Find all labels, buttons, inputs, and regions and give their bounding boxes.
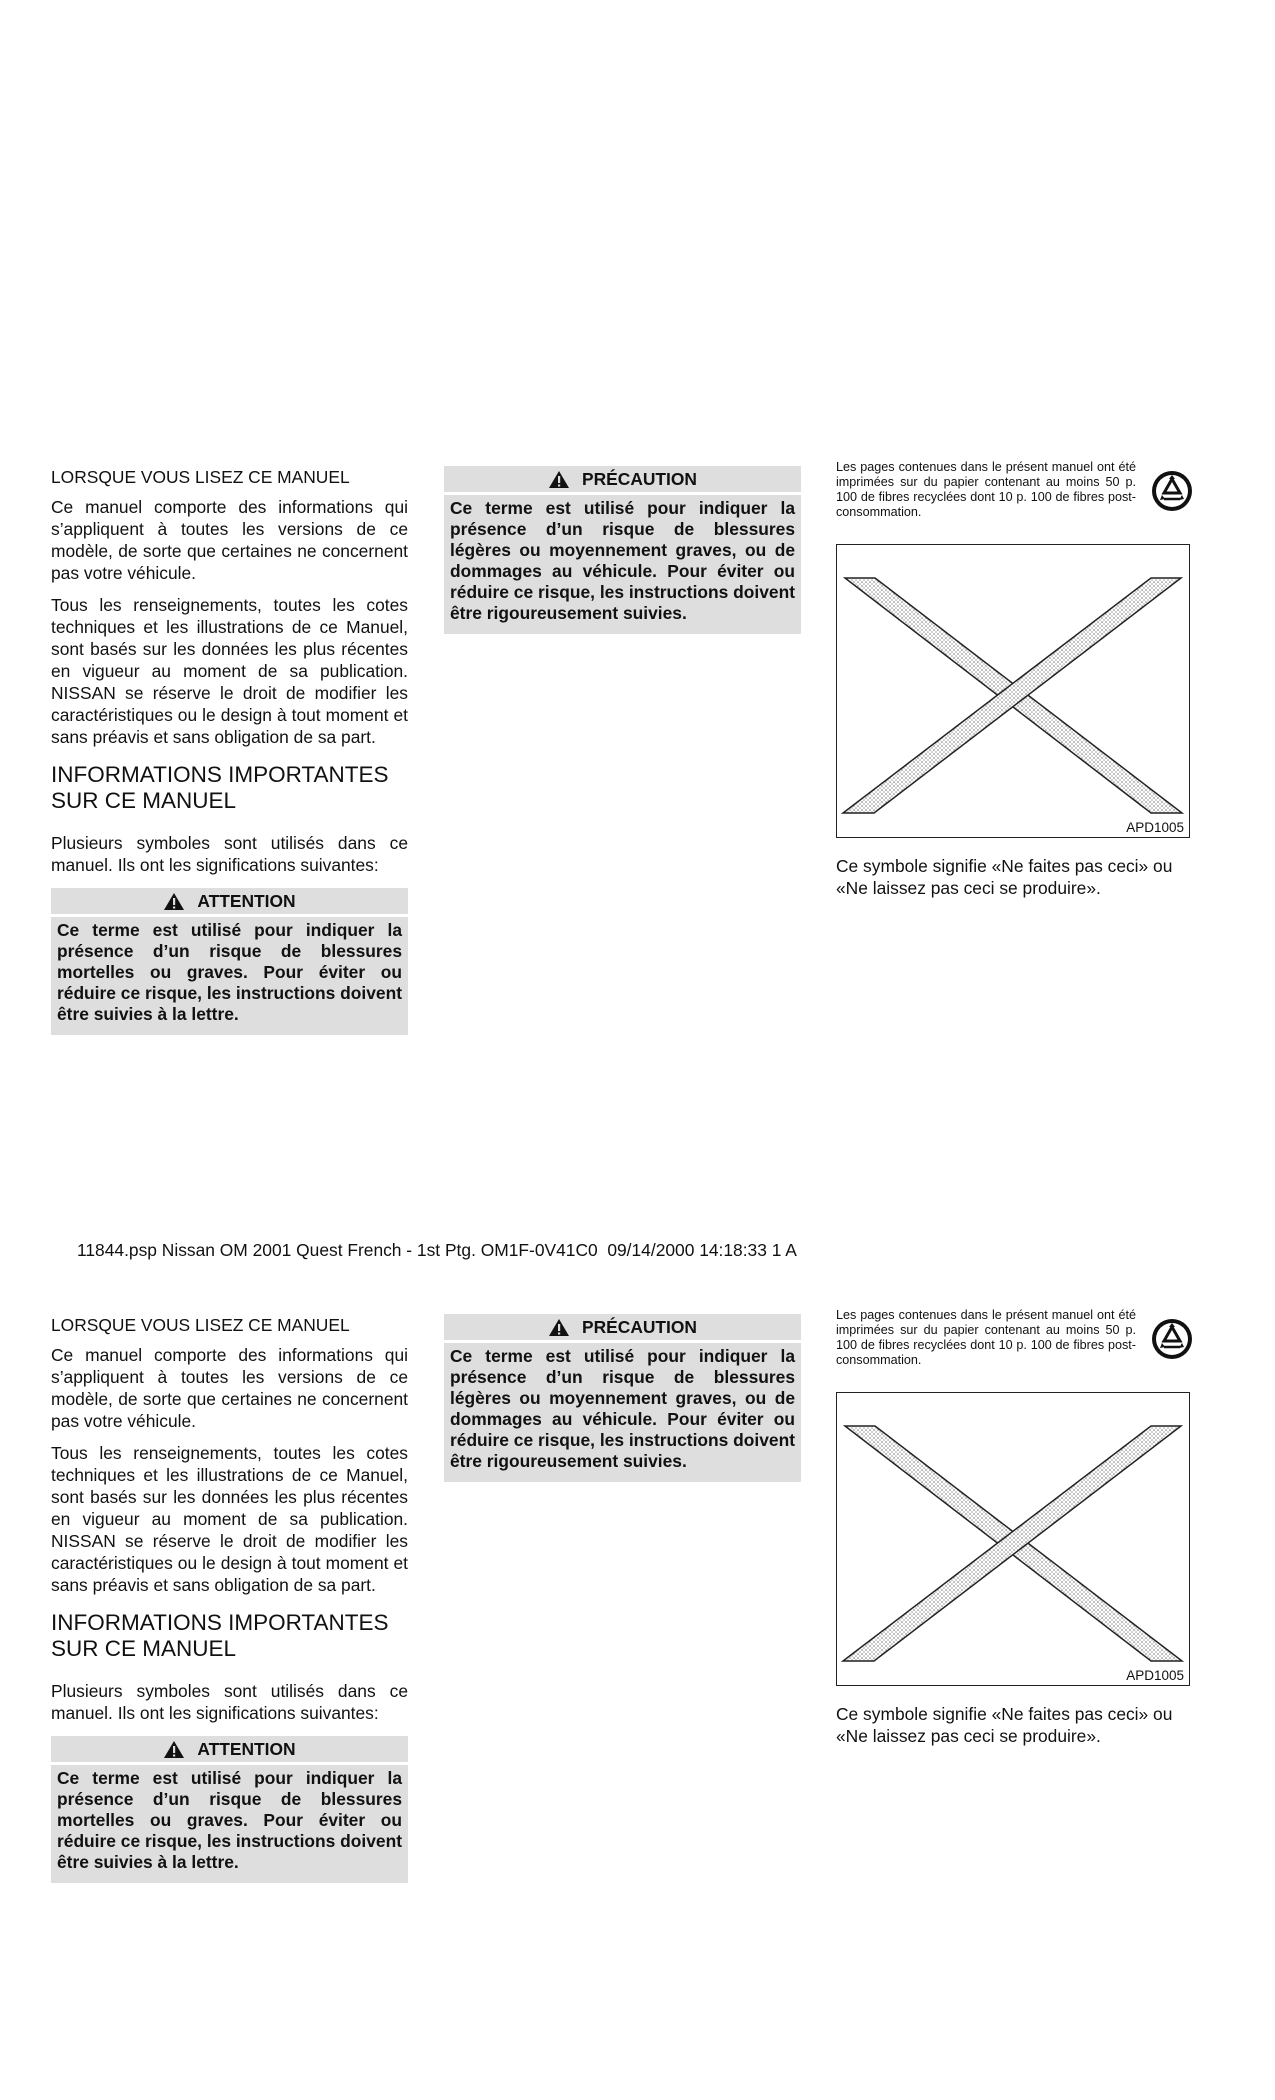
- column-right: [836, 1308, 1194, 1747]
- figure-caption: Ce symbole signifie «Ne faites pas ceci» ou «Ne laissez pas ceci se produire».: [836, 856, 1173, 898]
- warning-triangle-icon: [548, 470, 570, 489]
- warning-header: [51, 888, 408, 917]
- manual-page-bottom: [0, 1308, 1275, 2048]
- section-title-important-info: INFORMATIONS IMPORTANTES SUR CE MANUEL: [51, 1610, 389, 1661]
- column-left: [51, 1308, 408, 1883]
- warning-triangle-icon: [548, 1318, 570, 1337]
- section-heading-reading: LORSQUE VOUS LISEZ CE MANUEL: [51, 1315, 350, 1335]
- recycled-note-text: Les pages contenues dans le présent manuel ont été imprimées sur du papier contenant au moins 50 p. 100 de fibres recyclées dont 10 p. 100 de fibres post-consommation.: [836, 1308, 1136, 1367]
- cross-x-icon: [837, 1393, 1188, 1684]
- paragraph-versions: Ce manuel comporte des informations qui s’appliquent à toutes les versions de ce modèle, de sorte que certaines ne concernent pas votre véhicule.: [51, 1345, 408, 1431]
- caution-box: [444, 466, 801, 634]
- warning-box: [51, 1736, 408, 1883]
- column-middle: [444, 460, 801, 634]
- paragraph-symbols: Plusieurs symboles sont utilisés dans ce manuel. Ils ont les significations suivantes:: [51, 833, 408, 875]
- figure-caption: Ce symbole signifie «Ne faites pas ceci» ou «Ne laissez pas ceci se produire».: [836, 1704, 1173, 1746]
- paragraph-specifications: Tous les renseignements, toutes les cotes techniques et les illustrations de ce Manuel, sont basés sur les données les plus récentes en vigueur au moment de sa publication. NISSAN se réserve le droit de modifier les caractéristiques ou le design à tout moment et sans préavis et sans obligation de sa part.: [51, 595, 408, 747]
- caution-box: [444, 1314, 801, 1482]
- recycled-paper-note: [836, 1308, 1194, 1368]
- caution-header: [444, 466, 801, 495]
- warning-title: ATTENTION: [197, 890, 296, 911]
- figure-label: APD1005: [1126, 820, 1184, 835]
- caution-text: Ce terme est utilisé pour indiquer la présence d’un risque de blessures légères ou moyennement graves, ou de dommages au véhicule. Pour éviter ou réduire ce risque, les instructions doivent être rigoureusement suivies.: [450, 1346, 796, 1471]
- recycle-icon: [1150, 469, 1194, 513]
- figure-do-not-symbol: [836, 544, 1190, 838]
- figure-do-not-symbol: [836, 1392, 1190, 1686]
- caution-title: PRÉCAUTION: [582, 468, 697, 489]
- warning-triangle-icon: [163, 892, 185, 911]
- manual-page-top: [0, 460, 1275, 1200]
- paragraph-symbols: Plusieurs symboles sont utilisés dans ce manuel. Ils ont les significations suivantes:: [51, 1681, 408, 1723]
- warning-box: [51, 888, 408, 1035]
- cross-x-icon: [837, 545, 1188, 836]
- warning-text: Ce terme est utilisé pour indiquer la présence d’un risque de blessures mortelles ou graves. Pour éviter ou réduire ce risque, les instructions doivent être suivies à la lettre.: [57, 920, 403, 1024]
- section-title-important-info: INFORMATIONS IMPORTANTES SUR CE MANUEL: [51, 762, 389, 813]
- recycled-note-text: Les pages contenues dans le présent manuel ont été imprimées sur du papier contenant au moins 50 p. 100 de fibres recyclées dont 10 p. 100 de fibres post-consommation.: [836, 460, 1136, 519]
- recycle-icon: [1150, 1317, 1194, 1361]
- paragraph-specifications: Tous les renseignements, toutes les cotes techniques et les illustrations de ce Manuel, sont basés sur les données les plus récentes en vigueur au moment de sa publication. NISSAN se réserve le droit de modifier les caractéristiques ou le design à tout moment et sans préavis et sans obligation de sa part.: [51, 1443, 408, 1595]
- column-middle: [444, 1308, 801, 1482]
- warning-text: Ce terme est utilisé pour indiquer la présence d’un risque de blessures mortelles ou graves. Pour éviter ou réduire ce risque, les instructions doivent être suivies à la lettre.: [57, 1768, 403, 1872]
- figure-label: APD1005: [1126, 1668, 1184, 1683]
- caution-title: PRÉCAUTION: [582, 1316, 697, 1337]
- warning-title: ATTENTION: [197, 1738, 296, 1759]
- paragraph-versions: Ce manuel comporte des informations qui s’appliquent à toutes les versions de ce modèle, de sorte que certaines ne concernent pas votre véhicule.: [51, 497, 408, 583]
- warning-triangle-icon: [163, 1740, 185, 1759]
- recycled-paper-note: [836, 460, 1194, 520]
- section-heading-reading: LORSQUE VOUS LISEZ CE MANUEL: [51, 467, 350, 487]
- caution-text: Ce terme est utilisé pour indiquer la présence d’un risque de blessures légères ou moyennement graves, ou de dommages au véhicule. Pour éviter ou réduire ce risque, les instructions doivent être rigoureusement suivies.: [450, 498, 796, 623]
- warning-header: [51, 1736, 408, 1765]
- caution-header: [444, 1314, 801, 1343]
- column-left: [51, 460, 408, 1035]
- column-right: [836, 460, 1194, 899]
- print-slug-line: 11844.psp Nissan OM 2001 Quest French - 1st Ptg. OM1F-0V41C0 09/14/2000 14:18:33 1 A: [77, 1240, 797, 1260]
